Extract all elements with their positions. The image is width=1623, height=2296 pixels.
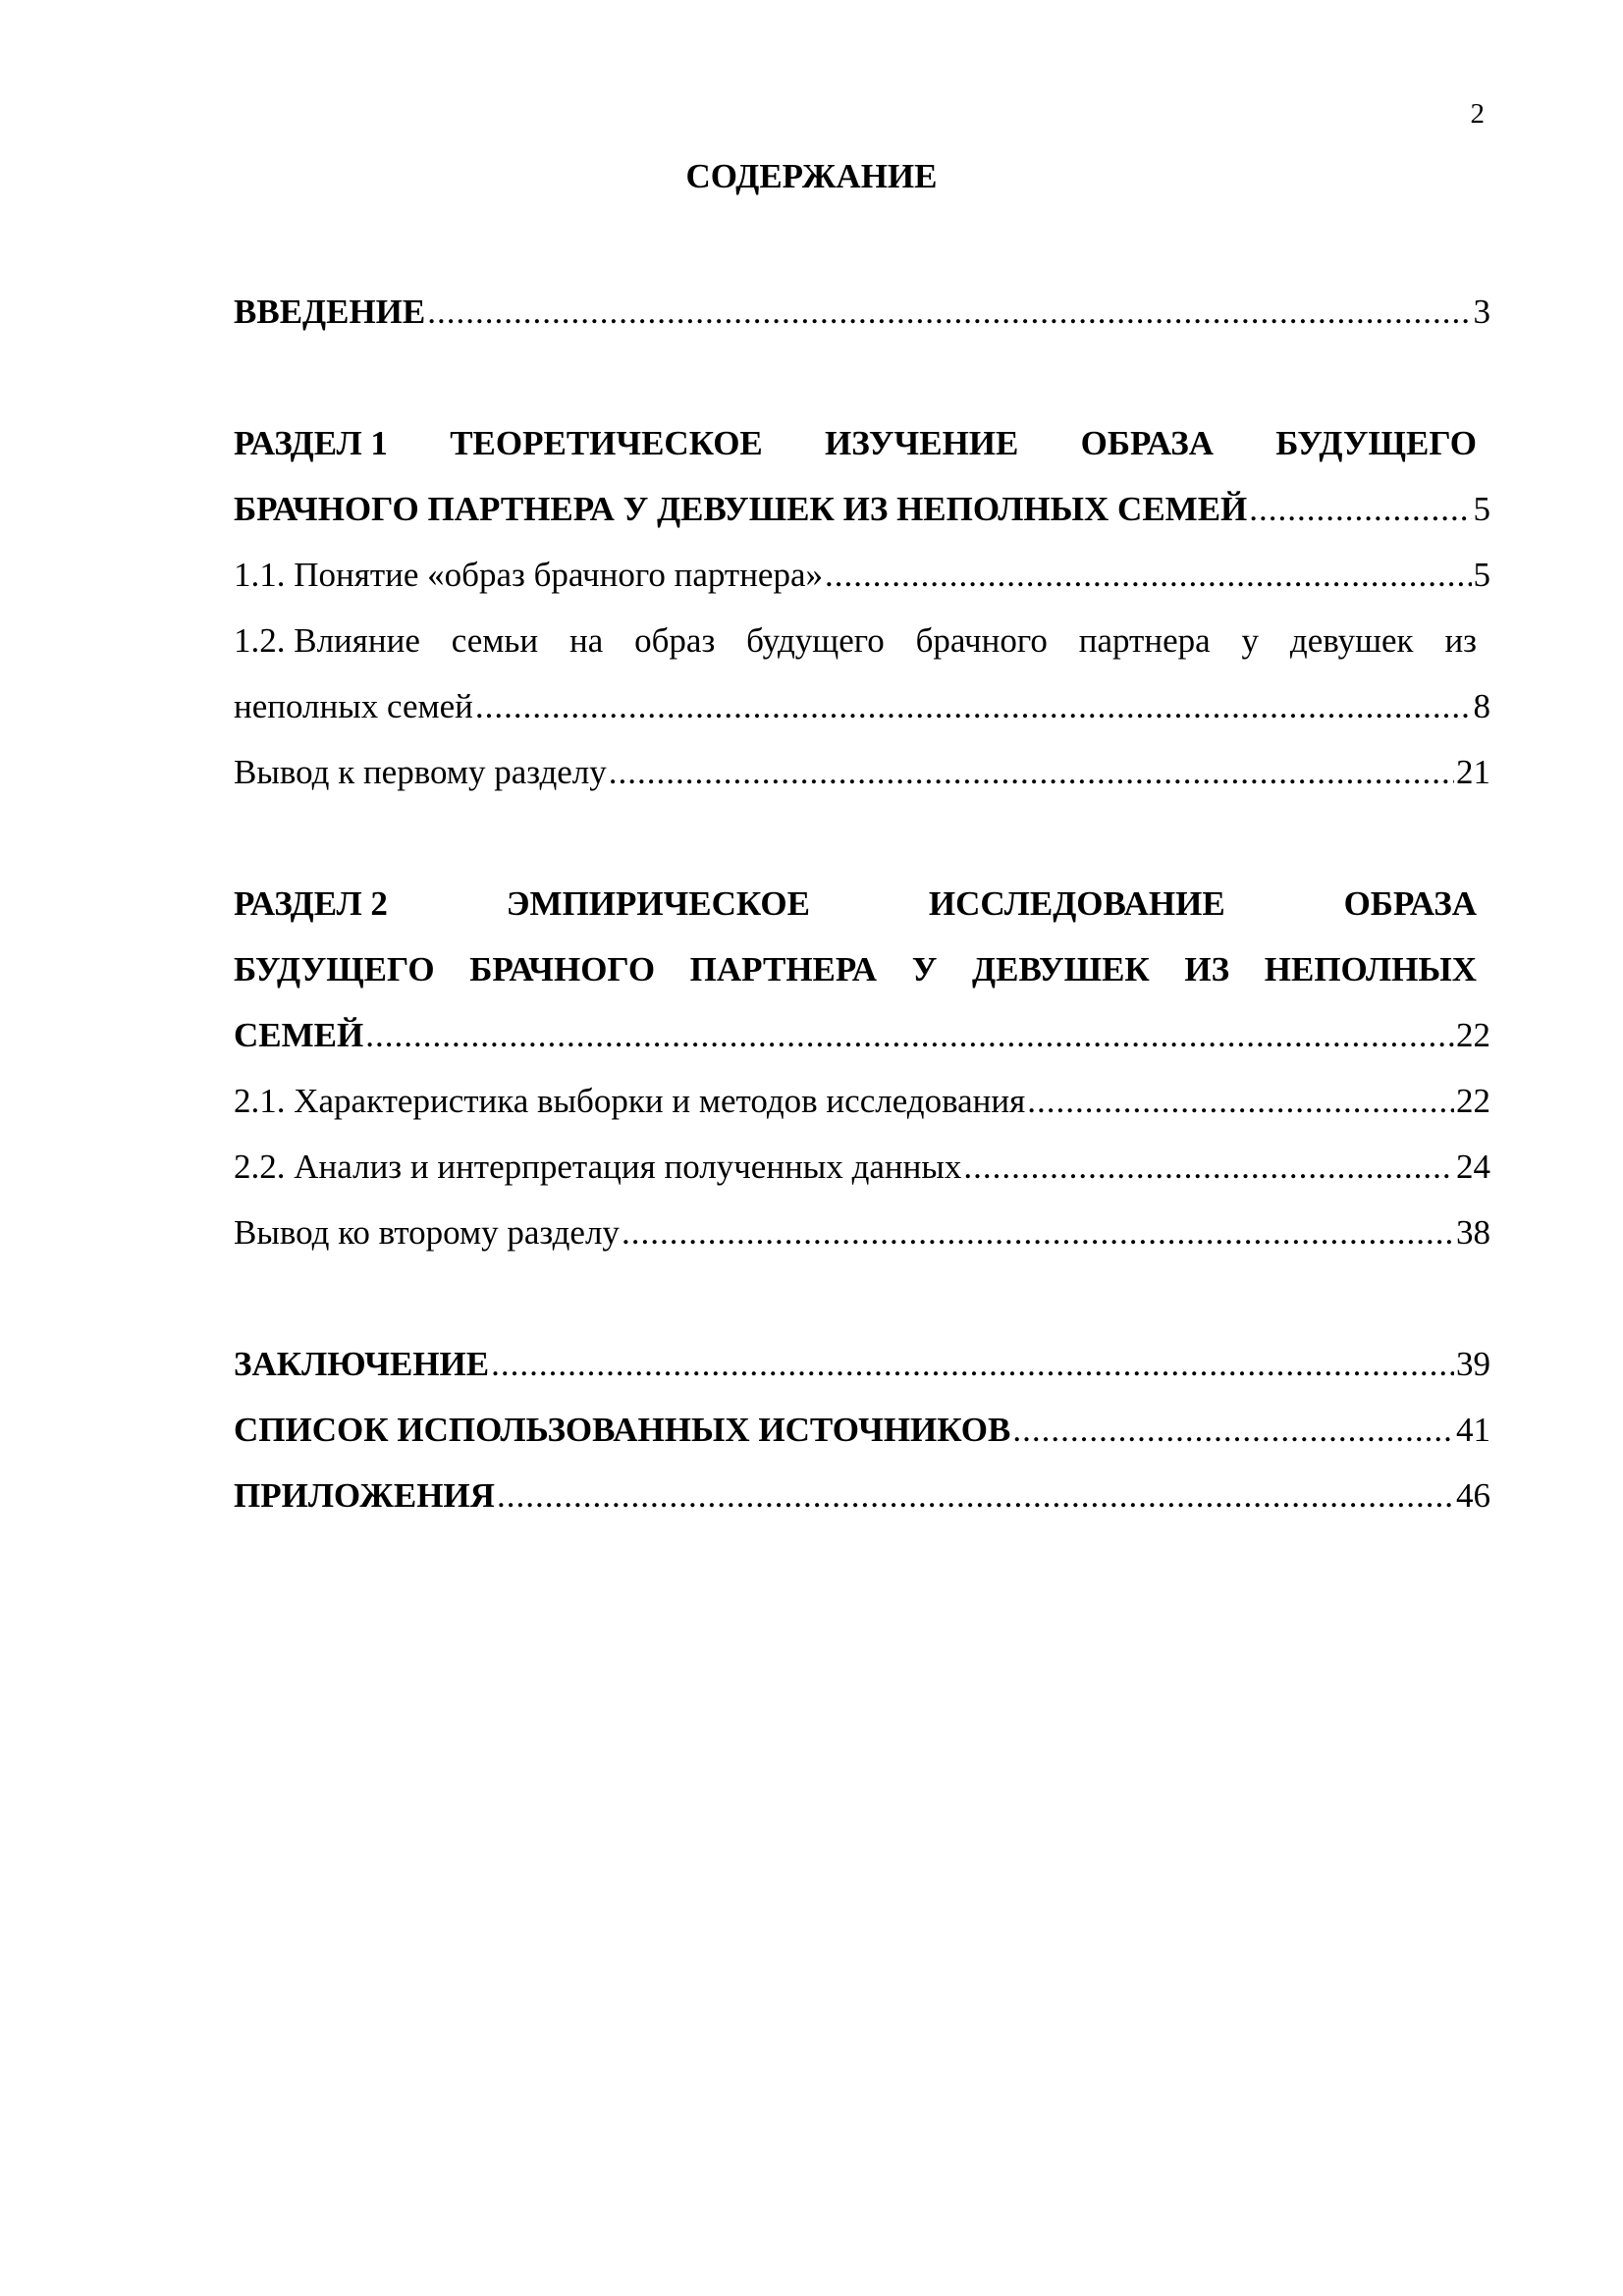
- toc-entry-title: Вывод к первому разделу: [234, 753, 607, 791]
- toc-page-ref: 21: [1456, 753, 1490, 791]
- dot-leader: [491, 1343, 1454, 1386]
- toc-entry-1-1[interactable]: [234, 554, 1490, 619]
- toc-entry-section-2-conclusion[interactable]: [234, 1211, 1490, 1277]
- dot-leader: [497, 1474, 1454, 1518]
- section-2-title-line-3: СЕМЕЙ: [234, 1016, 364, 1054]
- dot-leader: [622, 1211, 1454, 1255]
- toc-page-ref: 5: [1473, 490, 1490, 528]
- toc-entry-2-2[interactable]: [234, 1146, 1490, 1211]
- toc-entry-section-2[interactable]: [234, 882, 1490, 1080]
- dot-leader: [427, 291, 1471, 334]
- toc-page-ref: 41: [1456, 1411, 1490, 1449]
- toc-entry-title: 2.1. Характеристика выборки и методов исследования: [234, 1082, 1026, 1120]
- toc-page-ref: 5: [1473, 556, 1490, 594]
- toc-title: СОДЕРЖАНИЕ: [685, 157, 938, 195]
- subsection-1-2-line-1: 1.2. Влияние семьи на образ будущего брачного партнера у девушек из: [234, 621, 1477, 660]
- section-2-title-line-1: РАЗДЕЛ 2 ЭМПИРИЧЕСКОЕ ИССЛЕДОВАНИЕ ОБРАЗА: [234, 884, 1477, 923]
- page-number: 2: [1470, 98, 1485, 130]
- section-1-title-line-2: БРАЧНОГО ПАРТНЕРА У ДЕВУШЕК ИЗ НЕПОЛНЫХ СЕМЕЙ: [234, 490, 1248, 528]
- toc-entry-references[interactable]: [234, 1409, 1490, 1474]
- toc-entry-section-1[interactable]: [234, 422, 1490, 554]
- toc-entry-conclusion[interactable]: [234, 1343, 1490, 1409]
- toc-entry-title: 2.2. Анализ и интерпретация полученных данных: [234, 1148, 962, 1186]
- subsection-1-2-line-2: неполных семей: [234, 687, 473, 725]
- toc-entry-section-1-conclusion[interactable]: [234, 751, 1490, 817]
- dot-leader: [1012, 1409, 1454, 1452]
- toc-page-ref: 22: [1456, 1016, 1490, 1054]
- toc-entry-title: ЗАКЛЮЧЕНИЕ: [234, 1345, 490, 1383]
- toc-page-ref: 22: [1456, 1082, 1490, 1120]
- dot-leader: [475, 685, 1472, 728]
- dot-leader: [1027, 1080, 1454, 1123]
- toc-entry-title: ПРИЛОЖЕНИЯ: [234, 1476, 495, 1515]
- dot-leader: [365, 1014, 1454, 1057]
- toc-entry-title: СПИСОК ИСПОЛЬЗОВАННЫХ ИСТОЧНИКОВ: [234, 1411, 1011, 1449]
- dot-leader: [609, 751, 1454, 794]
- toc-entry-1-2[interactable]: [234, 619, 1490, 751]
- toc-entry-title: ВВЕДЕНИЕ: [234, 293, 426, 331]
- toc-page-ref: 8: [1473, 687, 1490, 725]
- section-2-title-line-2: БУДУЩЕГО БРАЧНОГО ПАРТНЕРА У ДЕВУШЕК ИЗ НЕПОЛНЫХ: [234, 950, 1477, 988]
- toc-entry-appendices[interactable]: [234, 1474, 1490, 1540]
- toc-entry-title: 1.1. Понятие «образ брачного партнера»: [234, 556, 823, 594]
- toc-page-ref: 39: [1456, 1345, 1490, 1383]
- section-1-title-line-1: РАЗДЕЛ 1 ТЕОРЕТИЧЕСКОЕ ИЗУЧЕНИЕ ОБРАЗА БУДУЩЕГО: [234, 424, 1477, 462]
- dot-leader: [1249, 488, 1471, 531]
- toc-entry-2-1[interactable]: [234, 1080, 1490, 1146]
- dot-leader: [963, 1146, 1454, 1189]
- toc-entry-introduction[interactable]: [234, 291, 1490, 356]
- dot-leader: [825, 554, 1472, 597]
- toc-entry-title: Вывод ко второму разделу: [234, 1213, 620, 1252]
- toc-page-ref: 46: [1456, 1476, 1490, 1515]
- toc-page-ref: 24: [1456, 1148, 1490, 1186]
- toc-page-ref: 38: [1456, 1213, 1490, 1252]
- toc-page-ref: 3: [1473, 293, 1490, 331]
